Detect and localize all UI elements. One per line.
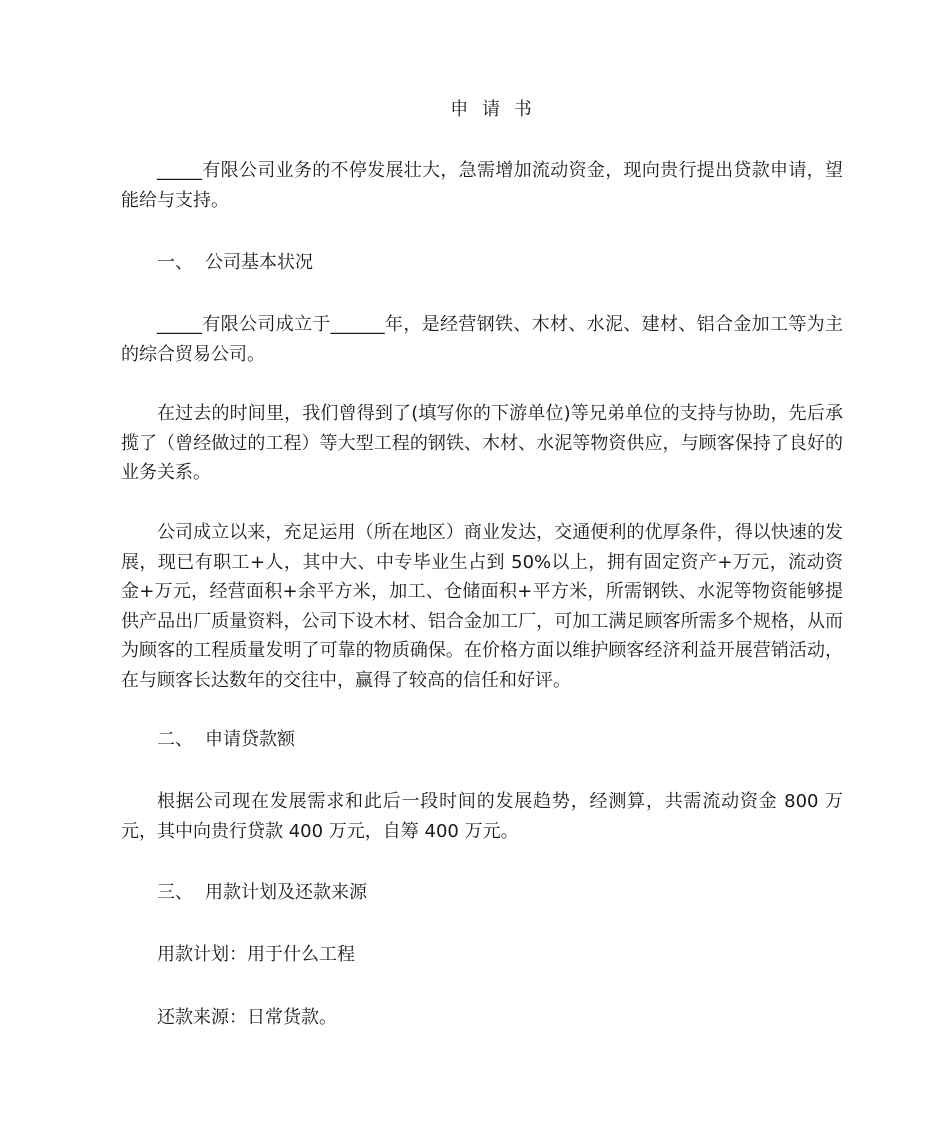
section2-paragraph: 根据公司现在发展需求和此后一段时间的发展趋势，经测算，共需流动资金 800 万元，其中向贵行贷款 400 万元，自筹 400 万元。 bbox=[121, 791, 843, 842]
section3-number: 三、 bbox=[157, 882, 193, 903]
section3-heading bbox=[157, 881, 367, 905]
use-plan-line: 用款计划：用于什么工程 bbox=[157, 944, 355, 965]
section2-number: 二、 bbox=[157, 729, 193, 750]
section1-paragraph-1: _____有限公司成立于______年，是经营钢铁、木材、水泥、建材、铝合金加工等为主的综合贸易公司。 bbox=[121, 314, 843, 365]
section3-title: 用款计划及还款来源 bbox=[205, 882, 367, 903]
intro-paragraph: _____有限公司业务的不停发展壮大，急需增加流动资金，现向贵行提出贷款申请，望能给与支持。 bbox=[121, 160, 843, 211]
section1-number: 一、 bbox=[157, 252, 193, 273]
section1-heading bbox=[157, 251, 313, 275]
section1-paragraph-3: 公司成立以来，充足运用（所在地区）商业发达，交通便利的优厚条件，得以快速的发展，现已有职工+人，其中大、中专毕业生占到 50%以上，拥有固定资产+万元，流动资金+万元，经营面积+余平方米，加工、仓储面积+平方米，所需钢铁、水泥等物资能够提供产品出厂质量资料，公司下设木材、铝合金加工厂，可加工满足顾客所需多个规格，从而为顾客的工程质量发明了可靠的物质确保。在价格方面以维护顾客经济利益开展营销活动，在与顾客长达数年的交往中，赢得了较高的信任和好评。 bbox=[121, 522, 843, 691]
section2-heading bbox=[157, 728, 295, 752]
document-title: 申 请 书 bbox=[450, 99, 536, 120]
repay-source-line: 还款来源：日常货款。 bbox=[157, 1007, 337, 1028]
section1-paragraph-2: 在过去的时间里，我们曾得到了(填写你的下游单位)等兄弟单位的支持与协助，先后承揽了（曾经做过的工程）等大型工程的钢铁、木材、水泥等物资供应，与顾客保持了良好的业务关系。 bbox=[121, 403, 843, 483]
section2-title: 申请贷款额 bbox=[205, 729, 295, 750]
section1-title: 公司基本状况 bbox=[205, 252, 313, 273]
